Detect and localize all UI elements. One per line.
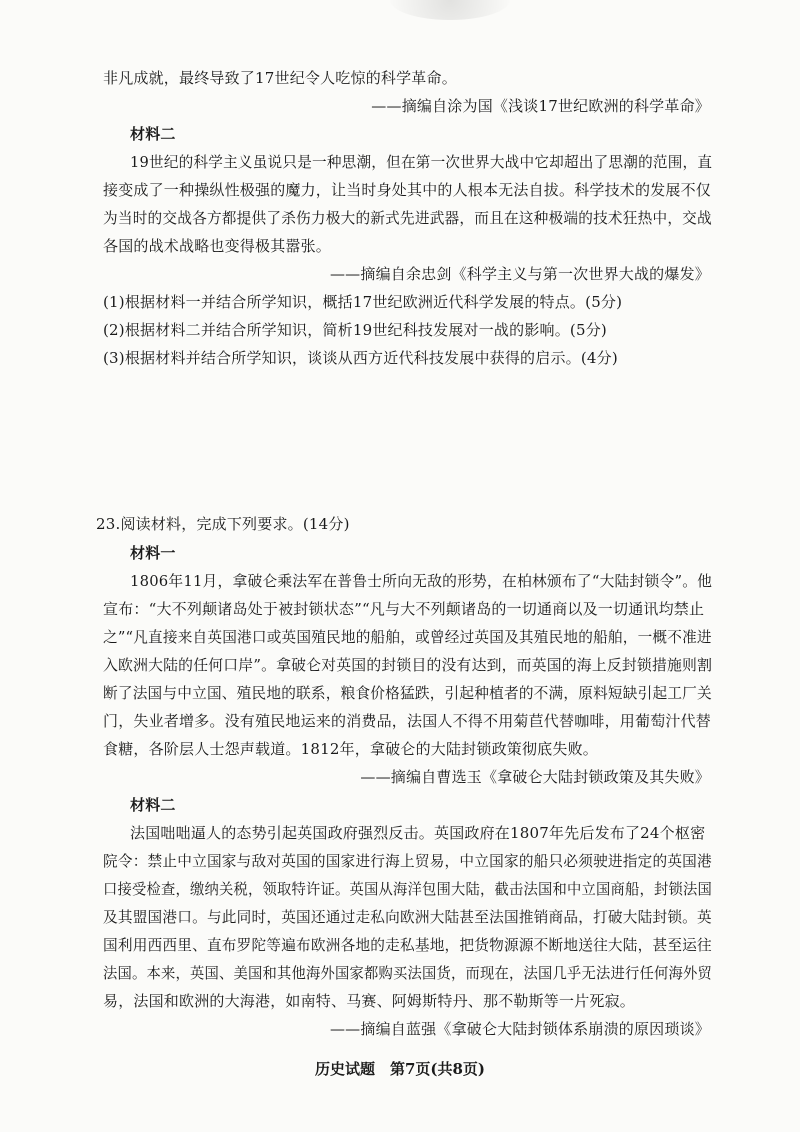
paragraph-line: 食糖，各阶层人士怨声载道。1812年，拿破仑的大陆封锁政策彻底失败。 [103,740,598,758]
paragraph-line: 19世纪的科学主义虽说只是一种思潮，但在第一次世界大战中它却超出了思潮的范围，直 [130,153,713,171]
paragraph-line: 入欧洲大陆的任何口岸”。拿破仑对英国的封锁目的没有达到，而英国的海上反封锁措施则割 [103,656,713,674]
scan-smudge [390,0,510,20]
material-heading: 材料一 [130,544,176,562]
source-citation: ——摘编自蓝强《拿破仑大陆封锁体系崩溃的原因琐谈》 [329,1020,710,1038]
paragraph-line: 宣布：“大不列颠诸岛处于被封锁状态”“凡与大不列颠诸岛的一切通商以及一切通讯均禁止 [103,600,705,618]
paragraph-line: 门，失业者增多。没有殖民地运来的消费品，法国人不得不用菊苣代替咖啡，用葡萄汁代替 [103,712,712,730]
material-heading: 材料二 [130,125,176,143]
question-item: (1)根据材料一并结合所学知识，概括17世纪欧洲近代科学发展的特点。(5分) [103,293,623,311]
paragraph-line: 国利用西西里、直布罗陀等遍布欧洲各地的走私基地，把货物源源不断地送往大陆，甚至运往 [103,936,712,954]
source-citation: ——摘编自涂为国《浅谈17世纪欧洲的科学革命》 [371,97,710,115]
question-number-23: 23.阅读材料，完成下列要求。(14分) [96,515,350,533]
paragraph-line: 及其盟国港口。与此同时，英国还通过走私向欧洲大陆甚至法国推销商品，打破大陆封锁。英 [103,908,712,926]
paragraph-line: 断了法国与中立国、殖民地的联系，粮食价格猛跌，引起种植者的不满，原料短缺引起工厂关 [103,684,712,702]
question-item: (2)根据材料二并结合所学知识，简析19世纪科技发展对一战的影响。(5分) [103,321,607,339]
paragraph-line: 之”“凡直接来自英国港口或英国殖民地的船舶，或曾经过英国及其殖民地的船舶，一概不准进 [103,628,712,646]
paragraph-line: 法国。本来，英国、美国和其他海外国家都购买法国货，而现在，法国几乎无法进行任何海外贸 [103,964,713,982]
paragraph-line: 法国咄咄逼人的态势引起英国政府强烈反击。英国政府在1807年先后发布了24个枢密 [130,824,706,842]
paragraph-line: 为当时的交战各方都提供了杀伤力极大的新式先进武器，而且在这种极端的技术狂热中，交战 [103,209,712,227]
material-heading: 材料二 [130,796,176,814]
paragraph-line: 各国的战术战略也变得极其嚣张。 [103,237,332,255]
question-item: (3)根据材料并结合所学知识，谈谈从西方近代科技发展中获得的启示。(4分) [103,349,618,367]
paragraph-line: 1806年11月，拿破仑乘法军在普鲁士所向无敌的形势，在柏林颁布了“大陆封锁令”。他 [130,572,713,590]
paragraph-line: 院令：禁止中立国家与敌对英国的国家进行海上贸易，中立国家的船只必须驶进指定的英国港 [103,852,712,870]
paragraph-line: 接变成了一种操纵性极强的魔力，让当时身处其中的人根本无法自拔。科学技术的发展不仅 [103,181,712,199]
paragraph-line: 口接受检查，缴纳关税，领取特许证。英国从海洋包围大陆，截击法国和中立国商船，封锁法国 [103,880,713,898]
page-footer: 历史试题 第7页(共8页) [314,1060,486,1078]
source-citation: ——摘编自余忠剑《科学主义与第一次世界大战的爆发》 [329,265,710,283]
source-citation: ——摘编自曹选玉《拿破仑大陆封锁政策及其失败》 [360,768,710,786]
paragraph-line: 非凡成就，最终导致了17世纪令人吃惊的科学革命。 [103,69,457,87]
paragraph-line: 易，法国和欧洲的大海港，如南特、马赛、阿姆斯特丹、那不勒斯等一片死寂。 [103,992,636,1010]
